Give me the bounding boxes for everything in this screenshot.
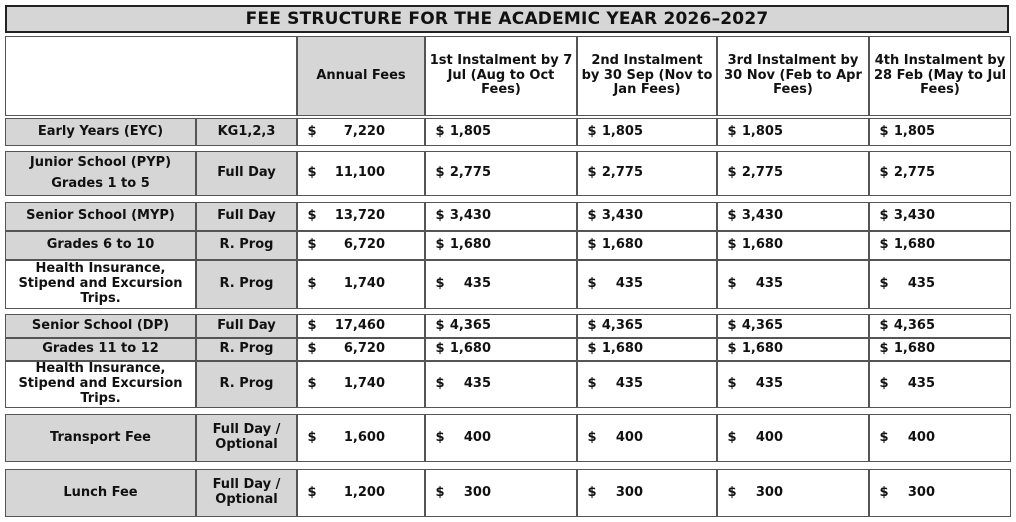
instalment-4-cell	[869, 314, 1011, 338]
amount: 1,680	[449, 341, 491, 357]
amount: 1,680	[893, 237, 935, 253]
instalment-1-cell	[425, 118, 577, 146]
amount: 3,430	[449, 208, 491, 224]
amount: 17,460	[334, 317, 385, 333]
amount: 6,720	[343, 341, 385, 357]
instalment-2-cell	[577, 361, 717, 408]
annual-fee-cell	[297, 231, 425, 260]
instalment-1-cell	[425, 151, 577, 196]
annual-fee-cell	[297, 151, 425, 196]
currency-symbol: $	[307, 429, 317, 445]
currency-symbol: $	[435, 429, 445, 445]
amount: 435	[755, 276, 783, 292]
currency-symbol: $	[307, 317, 317, 333]
amount: 3,430	[601, 208, 643, 224]
row-label: Lunch Fee	[5, 469, 196, 517]
instalment-2-cell	[577, 338, 717, 361]
amount: 435	[755, 376, 783, 392]
instalment-2-cell	[577, 469, 717, 517]
instalment-3-cell	[717, 260, 869, 309]
instalment-1-cell	[425, 414, 577, 462]
currency-symbol: $	[727, 208, 737, 224]
currency-symbol: $	[879, 208, 889, 224]
currency-symbol: $	[727, 429, 737, 445]
instalment-3-cell	[717, 314, 869, 338]
amount: 1,805	[893, 123, 935, 139]
row-label-line1: Junior School (PYP)	[29, 154, 172, 170]
annual-fee-cell	[297, 118, 425, 146]
amount: 435	[615, 276, 643, 292]
amount: 1,200	[343, 484, 385, 500]
amount: 1,740	[343, 276, 385, 292]
currency-symbol: $	[879, 123, 889, 139]
currency-symbol: $	[307, 165, 317, 181]
currency-symbol: $	[307, 341, 317, 357]
currency-symbol: $	[727, 317, 737, 333]
currency-symbol: $	[879, 376, 889, 392]
currency-symbol: $	[435, 208, 445, 224]
currency-symbol: $	[435, 341, 445, 357]
currency-symbol: $	[435, 484, 445, 500]
row-label: Senior School (DP)	[5, 314, 196, 338]
annual-fee-cell	[297, 202, 425, 231]
currency-symbol: $	[307, 376, 317, 392]
currency-symbol: $	[727, 376, 737, 392]
currency-symbol: $	[879, 165, 889, 181]
amount: 3,430	[893, 208, 935, 224]
amount: 1,680	[601, 237, 643, 253]
currency-symbol: $	[587, 165, 597, 181]
row-label: Grades 11 to 12	[5, 338, 196, 361]
currency-symbol: $	[879, 276, 889, 292]
annual-fee-cell	[297, 338, 425, 361]
annual-fee-cell	[297, 361, 425, 408]
row-label: Grades 6 to 10	[5, 231, 196, 260]
amount: 13,720	[334, 208, 385, 224]
currency-symbol: $	[879, 237, 889, 253]
instalment-2-cell	[577, 314, 717, 338]
row-type: Full Day	[196, 314, 297, 338]
annual-fee-cell	[297, 469, 425, 517]
currency-symbol: $	[879, 341, 889, 357]
amount: 11,100	[334, 165, 385, 181]
currency-symbol: $	[727, 123, 737, 139]
instalment-4-cell	[869, 469, 1011, 517]
currency-symbol: $	[879, 484, 889, 500]
header-annual-fees: Annual Fees	[297, 36, 425, 116]
currency-symbol: $	[307, 484, 317, 500]
row-type: Full Day	[196, 202, 297, 231]
currency-symbol: $	[587, 276, 597, 292]
instalment-3-cell	[717, 202, 869, 231]
amount: 2,775	[449, 165, 491, 181]
amount: 1,680	[741, 237, 783, 253]
amount: 1,805	[449, 123, 491, 139]
instalment-1-cell	[425, 231, 577, 260]
header-instalment-4: 4th Instalment by 28 Feb (May to Jul Fees)	[869, 36, 1011, 116]
annual-fee-cell	[297, 414, 425, 462]
instalment-3-cell	[717, 118, 869, 146]
currency-symbol: $	[307, 237, 317, 253]
amount: 6,720	[343, 237, 385, 253]
currency-symbol: $	[587, 341, 597, 357]
amount: 400	[615, 429, 643, 445]
row-label: Early Years (EYC)	[5, 118, 196, 146]
amount: 1,600	[343, 429, 385, 445]
instalment-1-cell	[425, 314, 577, 338]
amount: 435	[907, 376, 935, 392]
currency-symbol: $	[587, 237, 597, 253]
instalment-3-cell	[717, 469, 869, 517]
currency-symbol: $	[435, 376, 445, 392]
amount: 1,805	[741, 123, 783, 139]
instalment-4-cell	[869, 414, 1011, 462]
currency-symbol: $	[879, 429, 889, 445]
amount: 300	[615, 484, 643, 500]
currency-symbol: $	[587, 208, 597, 224]
amount: 400	[755, 429, 783, 445]
row-type: Full Day / Optional	[196, 414, 297, 462]
amount: 1,805	[601, 123, 643, 139]
instalment-2-cell	[577, 118, 717, 146]
currency-symbol: $	[435, 276, 445, 292]
instalment-2-cell	[577, 414, 717, 462]
currency-symbol: $	[727, 165, 737, 181]
instalment-3-cell	[717, 338, 869, 361]
instalment-4-cell	[869, 338, 1011, 361]
amount: 2,775	[601, 165, 643, 181]
header-instalment-1: 1st Instalment by 7 Jul (Aug to Oct Fees)	[425, 36, 577, 116]
instalment-1-cell	[425, 260, 577, 309]
row-type: R. Prog	[196, 361, 297, 408]
instalment-2-cell	[577, 151, 717, 196]
row-type: Full Day / Optional	[196, 469, 297, 517]
currency-symbol: $	[879, 317, 889, 333]
annual-fee-cell	[297, 260, 425, 309]
row-type: R. Prog	[196, 338, 297, 361]
currency-symbol: $	[307, 208, 317, 224]
currency-symbol: $	[587, 429, 597, 445]
amount: 1,680	[601, 341, 643, 357]
annual-fee-cell	[297, 314, 425, 338]
amount: 1,680	[449, 237, 491, 253]
amount: 1,680	[893, 341, 935, 357]
amount: 435	[615, 376, 643, 392]
row-label	[5, 151, 196, 196]
amount: 300	[463, 484, 491, 500]
currency-symbol: $	[435, 123, 445, 139]
row-label: Health Insurance, Stipend and Excursion Trips.	[5, 361, 196, 408]
currency-symbol: $	[307, 276, 317, 292]
amount: 300	[907, 484, 935, 500]
currency-symbol: $	[435, 237, 445, 253]
row-type: R. Prog	[196, 260, 297, 309]
row-label: Transport Fee	[5, 414, 196, 462]
currency-symbol: $	[435, 165, 445, 181]
amount: 435	[463, 376, 491, 392]
page-title: FEE STRUCTURE FOR THE ACADEMIC YEAR 2026–2027	[5, 5, 1009, 33]
instalment-3-cell	[717, 361, 869, 408]
amount: 4,365	[449, 317, 491, 333]
instalment-1-cell	[425, 469, 577, 517]
amount: 7,220	[343, 123, 385, 139]
instalment-1-cell	[425, 361, 577, 408]
instalment-4-cell	[869, 231, 1011, 260]
amount: 2,775	[893, 165, 935, 181]
row-label-line2: Grades 1 to 5	[51, 175, 150, 191]
amount: 400	[463, 429, 491, 445]
header-instalment-2: 2nd Instalment by 30 Sep (Nov to Jan Fees)	[577, 36, 717, 116]
instalment-4-cell	[869, 118, 1011, 146]
currency-symbol: $	[587, 484, 597, 500]
amount: 435	[907, 276, 935, 292]
amount: 400	[907, 429, 935, 445]
amount: 1,680	[741, 341, 783, 357]
instalment-3-cell	[717, 231, 869, 260]
row-type: Full Day	[196, 151, 297, 196]
instalment-2-cell	[577, 260, 717, 309]
instalment-4-cell	[869, 361, 1011, 408]
amount: 4,365	[741, 317, 783, 333]
currency-symbol: $	[307, 123, 317, 139]
currency-symbol: $	[727, 237, 737, 253]
currency-symbol: $	[727, 341, 737, 357]
currency-symbol: $	[587, 376, 597, 392]
row-label: Senior School (MYP)	[5, 202, 196, 231]
amount: 4,365	[893, 317, 935, 333]
amount: 1,740	[343, 376, 385, 392]
amount: 4,365	[601, 317, 643, 333]
currency-symbol: $	[587, 123, 597, 139]
row-type: KG1,2,3	[196, 118, 297, 146]
header-instalment-3: 3rd Instalment by 30 Nov (Feb to Apr Fees)	[717, 36, 869, 116]
currency-symbol: $	[587, 317, 597, 333]
instalment-4-cell	[869, 202, 1011, 231]
amount: 300	[755, 484, 783, 500]
row-type: R. Prog	[196, 231, 297, 260]
header-blank	[5, 36, 297, 116]
row-label: Health Insurance, Stipend and Excursion Trips.	[5, 260, 196, 309]
amount: 3,430	[741, 208, 783, 224]
instalment-3-cell	[717, 414, 869, 462]
amount: 435	[463, 276, 491, 292]
instalment-1-cell	[425, 338, 577, 361]
instalment-1-cell	[425, 202, 577, 231]
amount: 2,775	[741, 165, 783, 181]
instalment-4-cell	[869, 151, 1011, 196]
currency-symbol: $	[435, 317, 445, 333]
instalment-2-cell	[577, 231, 717, 260]
instalment-2-cell	[577, 202, 717, 231]
instalment-3-cell	[717, 151, 869, 196]
currency-symbol: $	[727, 276, 737, 292]
currency-symbol: $	[727, 484, 737, 500]
instalment-4-cell	[869, 260, 1011, 309]
